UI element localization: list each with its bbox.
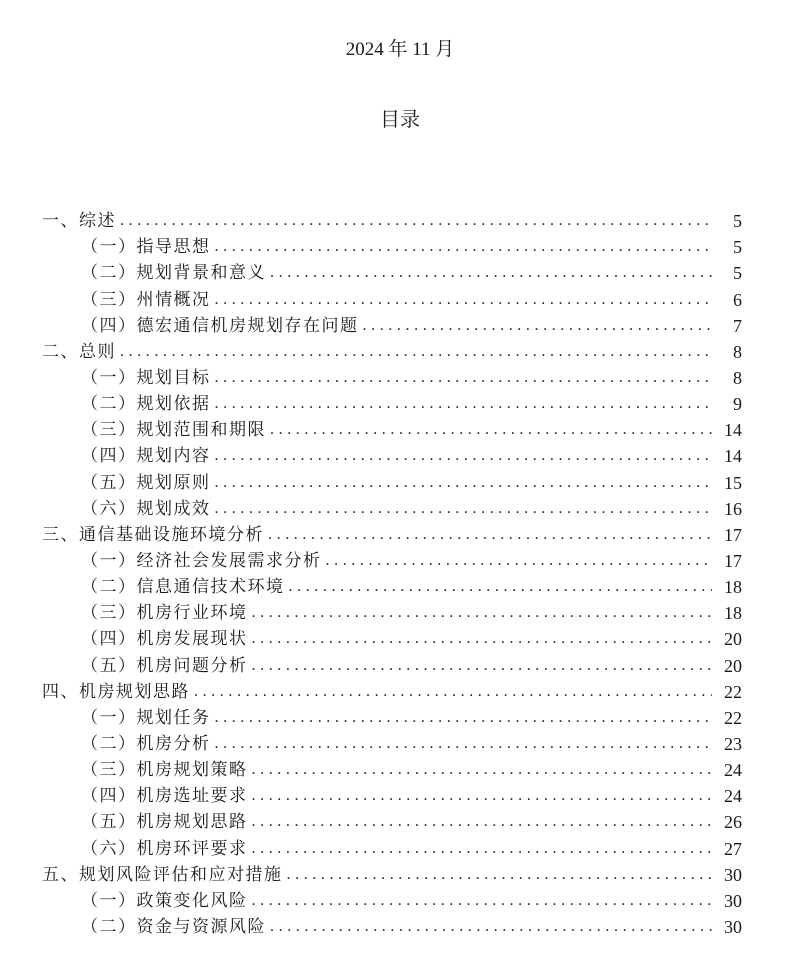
- dot-leader: [215, 365, 713, 391]
- toc-entry-label: 三、通信基础设施环境分析: [42, 524, 264, 545]
- toc-entry[interactable]: [42, 260, 742, 286]
- dot-leader: [252, 757, 713, 783]
- toc-entry-page: 9: [733, 394, 742, 415]
- toc-entry-page: 8: [733, 367, 742, 388]
- toc-entry-page: 24: [724, 786, 742, 807]
- toc-entry-page: 14: [724, 446, 742, 467]
- toc-entry-label: （三）州情概况: [81, 289, 211, 310]
- toc-entry-label: 四、机房规划思路: [42, 681, 190, 702]
- dot-leader: [252, 836, 713, 862]
- document-date: 2024 年 11 月: [345, 39, 455, 60]
- toc-entry-label: （四）机房选址要求: [81, 786, 248, 807]
- toc-entry-label: （二）规划依据: [81, 394, 211, 415]
- dot-leader: [252, 809, 713, 835]
- toc-entry-page: 6: [733, 289, 742, 310]
- toc-entry-page: 14: [724, 420, 742, 441]
- toc-entry-page: 23: [724, 733, 742, 754]
- toc-entry[interactable]: [42, 286, 742, 312]
- toc-entry-page: 17: [724, 550, 742, 571]
- toc-entry-page: 16: [724, 498, 742, 519]
- dot-leader: [252, 600, 713, 626]
- dot-leader: [252, 783, 713, 809]
- toc-entry-page: 17: [724, 524, 742, 545]
- toc-entry-label: （四）机房发展现状: [81, 629, 248, 650]
- toc-entry[interactable]: [42, 888, 742, 914]
- toc-entry[interactable]: [42, 548, 742, 574]
- dot-leader: [215, 234, 713, 260]
- toc-entry[interactable]: [42, 522, 742, 548]
- toc-entry[interactable]: [42, 626, 742, 652]
- toc-entry-label: （五）机房规划思路: [81, 812, 248, 833]
- toc-entry[interactable]: [42, 679, 742, 705]
- toc-entry-page: 26: [724, 812, 742, 833]
- toc-entry-page: 30: [724, 864, 742, 885]
- dot-leader: [215, 705, 713, 731]
- dot-leader: [252, 626, 713, 652]
- toc-entry[interactable]: [42, 417, 742, 443]
- dot-leader: [215, 391, 713, 417]
- toc-entry[interactable]: [42, 600, 742, 626]
- toc-entry-label: （一）规划任务: [81, 707, 211, 728]
- toc-entry-page: 5: [733, 263, 742, 284]
- toc-entry-label: （二）机房分析: [81, 733, 211, 754]
- toc-entry-label: 二、总则: [42, 341, 116, 362]
- toc-entry-page: 7: [733, 315, 742, 336]
- toc-entry[interactable]: [42, 313, 742, 339]
- toc-entry-label: （五）规划原则: [81, 472, 211, 493]
- toc-entry-label: （四）规划内容: [81, 446, 211, 467]
- dot-leader: [215, 287, 713, 313]
- toc-entry-page: 22: [724, 707, 742, 728]
- toc-entry-label: （六）规划成效: [81, 498, 211, 519]
- toc-entry-label: （二）资金与资源风险: [81, 916, 266, 937]
- toc-entry-label: （二）信息通信技术环境: [81, 577, 285, 598]
- toc-entry-label: （六）机房环评要求: [81, 838, 248, 859]
- toc-entry-label: 一、综述: [42, 211, 116, 232]
- toc-entry[interactable]: [42, 757, 742, 783]
- toc-entry[interactable]: [42, 652, 742, 678]
- dot-leader: [289, 574, 713, 600]
- dot-leader: [270, 914, 712, 940]
- toc-entry-page: 22: [724, 681, 742, 702]
- toc-entry[interactable]: [42, 496, 742, 522]
- toc-title: 目录: [380, 107, 420, 131]
- toc-entry-label: （一）政策变化风险: [81, 890, 248, 911]
- dot-leader: [326, 548, 713, 574]
- dot-leader: [215, 731, 713, 757]
- dot-leader: [120, 208, 712, 234]
- toc-entry[interactable]: [42, 914, 742, 940]
- dot-leader: [363, 313, 713, 339]
- toc-entry[interactable]: [42, 705, 742, 731]
- toc-entry[interactable]: [42, 339, 742, 365]
- dot-leader: [270, 260, 712, 286]
- toc-entry-page: 8: [733, 341, 742, 362]
- toc-entry-page: 20: [724, 655, 742, 676]
- toc-entry[interactable]: [42, 365, 742, 391]
- toc-entry[interactable]: [42, 443, 742, 469]
- toc-entry-label: 五、规划风险评估和应对措施: [42, 864, 283, 885]
- toc-entry[interactable]: [42, 574, 742, 600]
- toc-entry-label: （三）机房规划策略: [81, 760, 248, 781]
- toc-entry-label: （三）机房行业环境: [81, 603, 248, 624]
- toc-entry-page: 15: [724, 472, 742, 493]
- toc-entry-label: （四）德宏通信机房规划存在问题: [81, 315, 359, 336]
- dot-leader: [194, 679, 712, 705]
- toc-entry-label: （二）规划背景和意义: [81, 263, 266, 284]
- dot-leader: [287, 862, 713, 888]
- toc-entry[interactable]: [42, 731, 742, 757]
- toc-entry[interactable]: [42, 469, 742, 495]
- toc-entry-page: 5: [733, 211, 742, 232]
- table-of-contents: [42, 208, 742, 940]
- toc-entry[interactable]: [42, 783, 742, 809]
- toc-entry-page: 18: [724, 603, 742, 624]
- toc-entry-label: （三）规划范围和期限: [81, 420, 266, 441]
- toc-entry[interactable]: [42, 234, 742, 260]
- dot-leader: [268, 522, 712, 548]
- dot-leader: [215, 496, 713, 522]
- toc-entry-page: 30: [724, 890, 742, 911]
- toc-entry[interactable]: [42, 809, 742, 835]
- toc-entry-label: （一）经济社会发展需求分析: [81, 550, 322, 571]
- toc-entry-label: （一）指导思想: [81, 237, 211, 258]
- toc-entry-label: （五）机房问题分析: [81, 655, 248, 676]
- toc-entry-page: 5: [733, 237, 742, 258]
- dot-leader: [215, 443, 713, 469]
- toc-entry-page: 27: [724, 838, 742, 859]
- toc-entry[interactable]: [42, 391, 742, 417]
- toc-entry-page: 20: [724, 629, 742, 650]
- toc-entry-page: 24: [724, 760, 742, 781]
- toc-entry[interactable]: [42, 835, 742, 861]
- toc-entry-page: 30: [724, 916, 742, 937]
- dot-leader: [252, 653, 713, 679]
- toc-entry[interactable]: [42, 208, 742, 234]
- dot-leader: [270, 417, 712, 443]
- toc-entry[interactable]: [42, 862, 742, 888]
- dot-leader: [252, 888, 713, 914]
- dot-leader: [215, 470, 713, 496]
- toc-entry-page: 18: [724, 577, 742, 598]
- dot-leader: [120, 339, 712, 365]
- toc-entry-label: （一）规划目标: [81, 367, 211, 388]
